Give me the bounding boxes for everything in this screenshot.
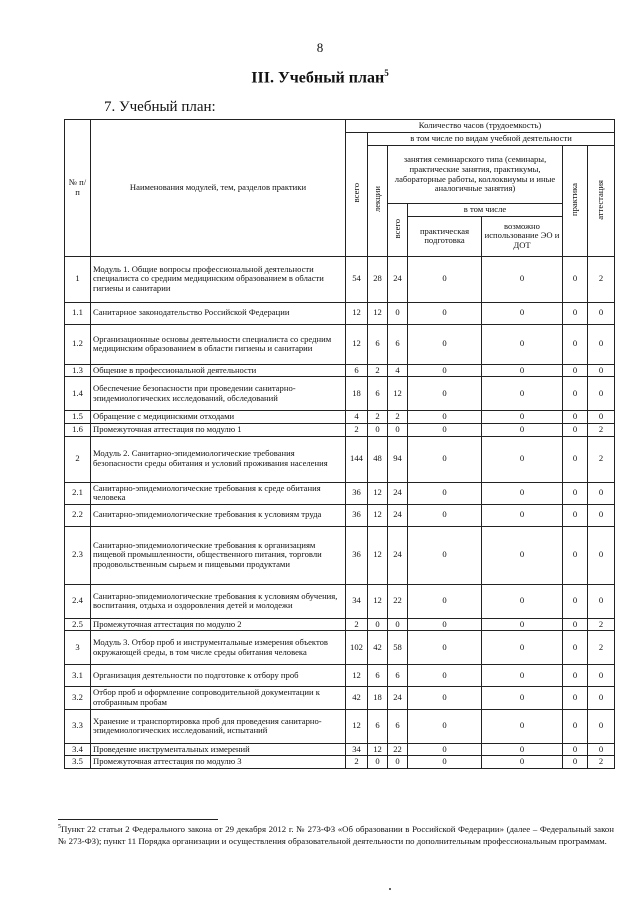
header-practice: практика	[563, 146, 588, 257]
header-by-type: в том числе по видам учебной деятельности	[368, 133, 615, 146]
cell-pp: 0	[408, 436, 482, 482]
cell-total: 12	[346, 324, 368, 364]
cell-total: 42	[346, 687, 368, 709]
row-name: Хранение и транспортировка проб для проведения санитарно- эпидемиологических исследований, испытаний	[91, 709, 346, 743]
cell-total: 12	[346, 302, 368, 324]
cell-sem: 0	[388, 423, 408, 436]
cell-total: 34	[346, 584, 368, 618]
row-number: 1.3	[65, 364, 91, 377]
row-number: 3.3	[65, 709, 91, 743]
table-row	[65, 377, 615, 411]
cell-at: 2	[588, 256, 615, 302]
cell-pp: 0	[408, 364, 482, 377]
cell-sem: 0	[388, 302, 408, 324]
cell-pr: 0	[563, 709, 588, 743]
cell-eo: 0	[482, 618, 563, 631]
cell-pr: 0	[563, 584, 588, 618]
cell-sem: 2	[388, 411, 408, 424]
row-number: 3.4	[65, 743, 91, 756]
cell-at: 0	[588, 364, 615, 377]
cell-lec: 12	[368, 584, 388, 618]
cell-at: 0	[588, 411, 615, 424]
cell-lec: 42	[368, 631, 388, 665]
cell-sem: 22	[388, 743, 408, 756]
table-row	[65, 631, 615, 665]
cell-total: 12	[346, 709, 368, 743]
cell-lec: 2	[368, 411, 388, 424]
table-row	[65, 756, 615, 769]
header-hours-total: Количество часов (трудоемкость)	[346, 120, 615, 133]
row-name: Общение в профессиональной деятельности	[91, 364, 346, 377]
cell-eo: 0	[482, 423, 563, 436]
cell-pp: 0	[408, 482, 482, 504]
cell-sem: 24	[388, 504, 408, 526]
cell-pp: 0	[408, 423, 482, 436]
cell-pp: 0	[408, 324, 482, 364]
cell-at: 2	[588, 756, 615, 769]
cell-at: 0	[588, 324, 615, 364]
row-name: Модуль 2. Санитарно-эпидемиологические требования безопасности среды обитания и условий проживания населения	[91, 436, 346, 482]
table-row	[65, 526, 615, 584]
row-number: 2	[65, 436, 91, 482]
row-name: Санитарно-эпидемиологические требования к организациям пищевой промышленности, общественного питания, торговли продовольственным сырьем и пищевыми продуктами	[91, 526, 346, 584]
row-name: Санитарно-эпидемиологические требования к условиям труда	[91, 504, 346, 526]
cell-total: 12	[346, 665, 368, 687]
row-number: 3.5	[65, 756, 91, 769]
table-row	[65, 709, 615, 743]
cell-eo: 0	[482, 482, 563, 504]
cell-pp: 0	[408, 302, 482, 324]
table-row	[65, 423, 615, 436]
cell-at: 0	[588, 665, 615, 687]
row-name: Санитарное законодательство Российской Федерации	[91, 302, 346, 324]
table-row	[65, 256, 615, 302]
row-number: 2.2	[65, 504, 91, 526]
header-practical-training: практическая подготовка	[408, 216, 482, 256]
cell-at: 0	[588, 709, 615, 743]
row-number: 1.1	[65, 302, 91, 324]
row-number: 1.4	[65, 377, 91, 411]
cell-pr: 0	[563, 364, 588, 377]
curriculum-table	[64, 119, 615, 769]
cell-eo: 0	[482, 743, 563, 756]
row-number: 3	[65, 631, 91, 665]
cell-sem: 12	[388, 377, 408, 411]
cell-pr: 0	[563, 526, 588, 584]
cell-sem: 24	[388, 687, 408, 709]
cell-pp: 0	[408, 526, 482, 584]
table-row	[65, 618, 615, 631]
cell-sem: 6	[388, 324, 408, 364]
cell-pr: 0	[563, 302, 588, 324]
cell-eo: 0	[482, 436, 563, 482]
cell-at: 0	[588, 526, 615, 584]
cell-total: 144	[346, 436, 368, 482]
table-row	[65, 665, 615, 687]
row-number: 1.2	[65, 324, 91, 364]
cell-sem: 4	[388, 364, 408, 377]
cell-pp: 0	[408, 504, 482, 526]
cell-eo: 0	[482, 324, 563, 364]
row-name: Промежуточная аттестация по модулю 2	[91, 618, 346, 631]
table-body	[65, 256, 615, 768]
cell-sem: 22	[388, 584, 408, 618]
cell-sem: 6	[388, 709, 408, 743]
table-row	[65, 504, 615, 526]
table-row	[65, 584, 615, 618]
footnote-text: Пункт 22 статьи 2 Федерального закона от 29 декабря 2012 г. № 273-ФЗ «Об образовании в Российской Федерации» (далее – Федеральный закон № 273-ФЗ); пункт 11 Порядка организации и осуществления образовательной деятельности по дополнительным профессиональным программам.	[58, 823, 614, 846]
cell-at: 2	[588, 436, 615, 482]
cell-at: 0	[588, 584, 615, 618]
section-title	[0, 68, 640, 87]
cell-lec: 12	[368, 482, 388, 504]
cell-total: 36	[346, 482, 368, 504]
cell-at: 0	[588, 482, 615, 504]
cell-total: 2	[346, 756, 368, 769]
cell-total: 36	[346, 504, 368, 526]
row-name: Санитарно-эпидемиологические требования к условиям обучения, воспитания, отдыха и оздоровления детей и молодежи	[91, 584, 346, 618]
cell-eo: 0	[482, 631, 563, 665]
row-number: 3.2	[65, 687, 91, 709]
cell-pr: 0	[563, 687, 588, 709]
table-row	[65, 411, 615, 424]
cell-total: 2	[346, 423, 368, 436]
table-row	[65, 687, 615, 709]
cell-sem: 24	[388, 256, 408, 302]
row-name: Организация деятельности по подготовке к отбору проб	[91, 665, 346, 687]
row-number: 2.1	[65, 482, 91, 504]
footnote	[58, 823, 614, 848]
cell-pp: 0	[408, 411, 482, 424]
cell-pp: 0	[408, 743, 482, 756]
header-seminar-total: всего	[388, 204, 408, 257]
cell-sem: 24	[388, 526, 408, 584]
cell-total: 54	[346, 256, 368, 302]
cell-lec: 18	[368, 687, 388, 709]
cell-eo: 0	[482, 526, 563, 584]
row-name: Модуль 3. Отбор проб и инструментальные измерения объектов окружающей среды, в том числе среды обитания человека	[91, 631, 346, 665]
cell-lec: 48	[368, 436, 388, 482]
cell-lec: 2	[368, 364, 388, 377]
table-row	[65, 364, 615, 377]
section-title-text: III. Учебный план	[251, 69, 385, 87]
cell-pp: 0	[408, 631, 482, 665]
cell-pp: 0	[408, 256, 482, 302]
row-name: Обращение с медицинскими отходами	[91, 411, 346, 424]
cell-pr: 0	[563, 618, 588, 631]
cell-pp: 0	[408, 665, 482, 687]
footnote-mark: 5	[58, 824, 61, 830]
row-number: 1	[65, 256, 91, 302]
cell-at: 0	[588, 504, 615, 526]
header-including: в том числе	[408, 204, 563, 217]
cell-eo: 0	[482, 411, 563, 424]
cell-lec: 6	[368, 665, 388, 687]
cell-pr: 0	[563, 436, 588, 482]
page-mark	[389, 888, 391, 890]
row-name: Промежуточная аттестация по модулю 3	[91, 756, 346, 769]
cell-pr: 0	[563, 504, 588, 526]
cell-lec: 0	[368, 756, 388, 769]
header-name: Наименования модулей, тем, разделов практики	[91, 120, 346, 257]
cell-lec: 6	[368, 377, 388, 411]
cell-pr: 0	[563, 256, 588, 302]
cell-pr: 0	[563, 482, 588, 504]
row-name: Организационные основы деятельности специалиста со средним медицинским образованием в области гигиены и санитарии	[91, 324, 346, 364]
cell-eo: 0	[482, 709, 563, 743]
cell-pr: 0	[563, 756, 588, 769]
row-number: 1.5	[65, 411, 91, 424]
cell-total: 18	[346, 377, 368, 411]
cell-total: 2	[346, 618, 368, 631]
cell-eo: 0	[482, 256, 563, 302]
cell-total: 6	[346, 364, 368, 377]
cell-at: 0	[588, 743, 615, 756]
cell-total: 36	[346, 526, 368, 584]
cell-sem: 58	[388, 631, 408, 665]
cell-pr: 0	[563, 743, 588, 756]
cell-eo: 0	[482, 687, 563, 709]
cell-at: 0	[588, 687, 615, 709]
header-num: № п/п	[65, 120, 91, 257]
cell-eo: 0	[482, 665, 563, 687]
cell-lec: 6	[368, 709, 388, 743]
cell-pp: 0	[408, 709, 482, 743]
cell-total: 34	[346, 743, 368, 756]
cell-sem: 94	[388, 436, 408, 482]
cell-pr: 0	[563, 631, 588, 665]
cell-eo: 0	[482, 584, 563, 618]
cell-pr: 0	[563, 411, 588, 424]
table-header	[65, 120, 615, 257]
header-seminar: занятия семинарского типа (семинары, практические занятия, практикумы, лабораторные работы, коллоквиумы и иные аналогичные занятия)	[388, 146, 563, 204]
row-name: Проведение инструментальных измерений	[91, 743, 346, 756]
table-row	[65, 302, 615, 324]
cell-pr: 0	[563, 423, 588, 436]
cell-eo: 0	[482, 302, 563, 324]
cell-lec: 12	[368, 743, 388, 756]
table-caption: 7. Учебный план:	[104, 99, 216, 115]
cell-pp: 0	[408, 618, 482, 631]
cell-eo: 0	[482, 377, 563, 411]
row-name: Отбор проб и оформление сопроводительной документации к отобранным пробам	[91, 687, 346, 709]
header-total: всего	[346, 133, 368, 257]
cell-at: 2	[588, 618, 615, 631]
cell-lec: 12	[368, 302, 388, 324]
cell-pp: 0	[408, 584, 482, 618]
footnote-divider	[58, 819, 218, 820]
cell-pp: 0	[408, 377, 482, 411]
cell-eo: 0	[482, 364, 563, 377]
row-name: Модуль 1. Общие вопросы профессиональной деятельности специалиста со средним медицинским образованием в области гигиены и санитарии	[91, 256, 346, 302]
table-row	[65, 324, 615, 364]
cell-lec: 12	[368, 526, 388, 584]
cell-lec: 12	[368, 504, 388, 526]
cell-eo: 0	[482, 756, 563, 769]
cell-sem: 0	[388, 618, 408, 631]
cell-pp: 0	[408, 687, 482, 709]
cell-eo: 0	[482, 504, 563, 526]
cell-pr: 0	[563, 377, 588, 411]
page-number: 8	[316, 40, 324, 55]
cell-sem: 6	[388, 665, 408, 687]
table-row	[65, 482, 615, 504]
header-lectures: лекции	[368, 146, 388, 257]
cell-at: 0	[588, 302, 615, 324]
cell-at: 2	[588, 631, 615, 665]
cell-pr: 0	[563, 324, 588, 364]
footnote-ref: 5	[384, 68, 389, 78]
table-row	[65, 743, 615, 756]
cell-lec: 6	[368, 324, 388, 364]
cell-total: 102	[346, 631, 368, 665]
cell-total: 4	[346, 411, 368, 424]
cell-lec: 0	[368, 618, 388, 631]
row-number: 2.4	[65, 584, 91, 618]
cell-lec: 0	[368, 423, 388, 436]
row-name: Санитарно-эпидемиологические требования к среде обитания человека	[91, 482, 346, 504]
row-number: 1.6	[65, 423, 91, 436]
row-number: 2.3	[65, 526, 91, 584]
cell-at: 0	[588, 377, 615, 411]
cell-pr: 0	[563, 665, 588, 687]
header-attestation: аттестация	[588, 146, 615, 257]
row-name: Обеспечение безопасности при проведении санитарно-эпидемиологических исследований, обследований	[91, 377, 346, 411]
header-distance: возможно использование ЭО и ДОТ	[482, 216, 563, 256]
row-number: 2.5	[65, 618, 91, 631]
cell-sem: 0	[388, 756, 408, 769]
table-row	[65, 436, 615, 482]
cell-sem: 24	[388, 482, 408, 504]
row-number: 3.1	[65, 665, 91, 687]
row-name: Промежуточная аттестация по модулю 1	[91, 423, 346, 436]
cell-lec: 28	[368, 256, 388, 302]
cell-pp: 0	[408, 756, 482, 769]
cell-at: 2	[588, 423, 615, 436]
